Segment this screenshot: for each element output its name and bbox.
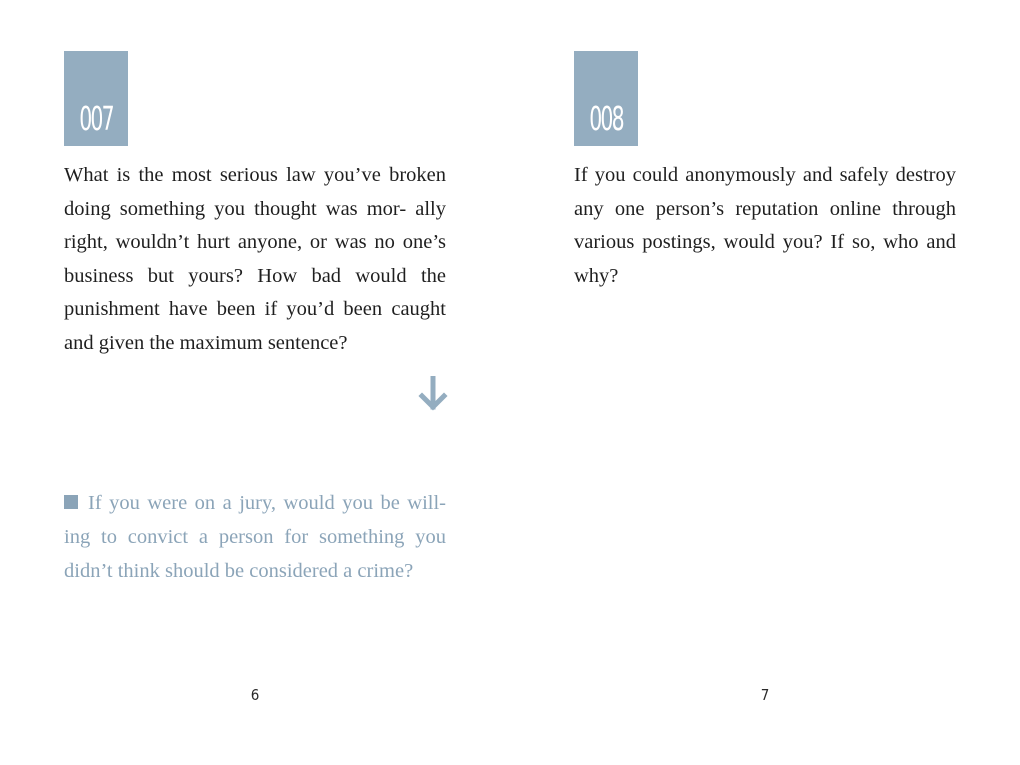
question-number-badge xyxy=(574,51,638,146)
question-line: destroy any one person’s reputation online xyxy=(574,164,957,220)
square-bullet-icon xyxy=(64,495,78,509)
question-line: through various postings, would you? If so, xyxy=(574,197,956,254)
question-number-badge xyxy=(64,51,128,146)
followup-line: didn’t think should be considered a crime? xyxy=(64,560,414,582)
followup-line: If you were on a jury, would you be will- xyxy=(88,492,446,514)
arrow-down-icon xyxy=(418,376,448,412)
question-line: What is the most serious law you’ve broken xyxy=(64,164,446,186)
question-line: ally right, wouldn’t hurt anyone, or was no xyxy=(64,197,446,254)
question-text xyxy=(574,159,956,293)
right-page xyxy=(510,0,1020,765)
question-line: If you could anonymously and safely xyxy=(574,164,889,186)
question-line: who and why? xyxy=(574,231,957,287)
question-number: 007 xyxy=(79,99,113,138)
question-line: the punishment have been if you’d been xyxy=(64,264,446,321)
question-line: one’s business but yours? How bad would xyxy=(64,231,446,287)
question-text xyxy=(64,159,446,361)
question-number: 008 xyxy=(589,99,623,138)
followup-line: ing to convict a person for something you xyxy=(64,526,446,548)
question-line: doing something you thought was mor- xyxy=(64,197,407,220)
page-number: 7 xyxy=(760,686,770,704)
page-number: 6 xyxy=(250,686,260,704)
followup-question xyxy=(64,486,446,588)
question-line: caught and given the maximum sentence? xyxy=(64,298,447,354)
